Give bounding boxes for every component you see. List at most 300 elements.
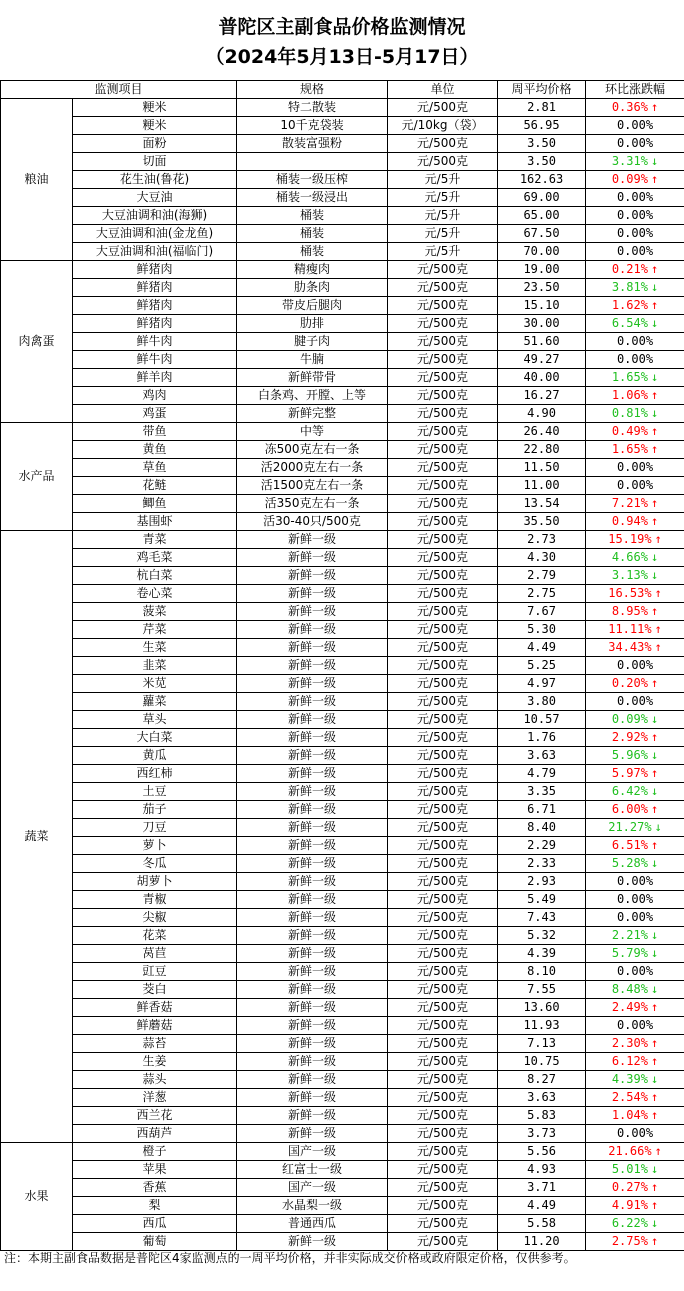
arrow-down-icon: ↓ [654, 820, 662, 834]
spec-cell: 肋条肉 [237, 279, 388, 297]
spec-cell: 新鲜一级 [237, 1053, 388, 1071]
change-value: 8.48% [611, 982, 648, 996]
item-cell: 鸡肉 [73, 387, 237, 405]
price-cell: 69.00 [498, 189, 586, 207]
spec-cell: 新鲜一级 [237, 1035, 388, 1053]
unit-cell: 元/500克 [388, 333, 498, 351]
price-cell: 3.50 [498, 153, 586, 171]
header-change: 环比涨跌幅 [586, 81, 684, 99]
table-row [1, 1053, 684, 1071]
change-value: 2.54% [611, 1090, 648, 1104]
item-cell: 鲜牛肉 [73, 351, 237, 369]
change-cell [586, 1125, 684, 1143]
unit-cell: 元/5升 [388, 207, 498, 225]
change-cell [586, 549, 684, 567]
change-cell [586, 603, 684, 621]
spec-cell: 新鲜一级 [237, 1017, 388, 1035]
item-cell: 鲜羊肉 [73, 369, 237, 387]
item-cell: 豇豆 [73, 963, 237, 981]
arrow-up-icon: ↑ [650, 1054, 659, 1068]
spec-cell: 国产一级 [237, 1179, 388, 1197]
change-value: 11.11% [608, 622, 652, 636]
spec-cell: 新鲜一级 [237, 963, 388, 981]
change-value: 0.00% [616, 460, 654, 474]
unit-cell: 元/500克 [388, 693, 498, 711]
change-cell [586, 477, 684, 495]
spec-cell: 新鲜一级 [237, 891, 388, 909]
change-value: 0.20% [611, 676, 648, 690]
arrow-down-icon: ↓ [650, 1216, 659, 1230]
category-cell: 肉禽蛋 [1, 261, 73, 423]
table-row [1, 117, 684, 135]
spec-cell: 活30-40只/500克 [237, 513, 388, 531]
arrow-up-icon: ↑ [650, 1198, 659, 1212]
price-cell: 3.80 [498, 693, 586, 711]
item-cell: 橙子 [73, 1143, 237, 1161]
change-value: 5.79% [611, 946, 648, 960]
spec-cell: 新鲜一级 [237, 783, 388, 801]
change-value: 6.12% [611, 1054, 648, 1068]
table-row [1, 297, 684, 315]
change-cell [586, 1197, 684, 1215]
price-cell: 2.79 [498, 567, 586, 585]
table-row [1, 333, 684, 351]
spec-cell: 新鲜一级 [237, 657, 388, 675]
change-cell [586, 1053, 684, 1071]
item-cell: 葡萄 [73, 1233, 237, 1251]
price-cell: 23.50 [498, 279, 586, 297]
table-row [1, 837, 684, 855]
price-cell: 3.50 [498, 135, 586, 153]
spec-cell: 肋排 [237, 315, 388, 333]
change-value: 16.53% [608, 586, 652, 600]
unit-cell: 元/500克 [388, 1035, 498, 1053]
arrow-up-icon: ↑ [654, 1144, 662, 1158]
price-cell: 2.93 [498, 873, 586, 891]
table-row [1, 1161, 684, 1179]
spec-cell: 新鲜一级 [237, 531, 388, 549]
item-cell: 黄鱼 [73, 441, 237, 459]
price-cell: 11.50 [498, 459, 586, 477]
change-cell [586, 261, 684, 279]
item-cell: 蘿菜 [73, 693, 237, 711]
price-cell: 1.76 [498, 729, 586, 747]
change-cell [586, 1035, 684, 1053]
item-cell: 粳米 [73, 99, 237, 117]
item-cell: 茭白 [73, 981, 237, 999]
spec-cell: 新鲜一级 [237, 567, 388, 585]
spec-cell: 新鲜一级 [237, 837, 388, 855]
price-cell: 5.32 [498, 927, 586, 945]
price-cell: 15.10 [498, 297, 586, 315]
spec-cell: 冻500克左右一条 [237, 441, 388, 459]
change-value: 2.30% [611, 1036, 648, 1050]
table-row [1, 945, 684, 963]
spec-cell: 活1500克左右一条 [237, 477, 388, 495]
table-row [1, 225, 684, 243]
unit-cell: 元/500克 [388, 657, 498, 675]
price-cell: 4.93 [498, 1161, 586, 1179]
table-row [1, 441, 684, 459]
arrow-down-icon: ↓ [650, 784, 659, 798]
spec-cell: 活2000克左右一条 [237, 459, 388, 477]
spec-cell: 桶装一级压榨 [237, 171, 388, 189]
price-cell: 4.49 [498, 639, 586, 657]
unit-cell: 元/500克 [388, 1143, 498, 1161]
table-row [1, 711, 684, 729]
arrow-down-icon: ↓ [650, 1162, 659, 1176]
spec-cell [237, 153, 388, 171]
unit-cell: 元/500克 [388, 711, 498, 729]
change-cell [586, 747, 684, 765]
unit-cell: 元/500克 [388, 441, 498, 459]
item-cell: 梨 [73, 1197, 237, 1215]
change-cell [586, 387, 684, 405]
arrow-up-icon: ↑ [650, 262, 659, 276]
price-cell: 7.55 [498, 981, 586, 999]
price-cell: 65.00 [498, 207, 586, 225]
unit-cell: 元/500克 [388, 135, 498, 153]
change-value: 4.66% [611, 550, 648, 564]
item-cell: 面粉 [73, 135, 237, 153]
table-row [1, 135, 684, 153]
unit-cell: 元/5升 [388, 189, 498, 207]
spec-cell: 新鲜一级 [237, 1107, 388, 1125]
change-cell [586, 891, 684, 909]
change-cell [586, 675, 684, 693]
change-value: 0.00% [616, 118, 654, 132]
unit-cell: 元/500克 [388, 1197, 498, 1215]
unit-cell: 元/500克 [388, 927, 498, 945]
arrow-up-icon: ↑ [654, 622, 662, 636]
change-cell [586, 459, 684, 477]
change-cell [586, 207, 684, 225]
unit-cell: 元/500克 [388, 981, 498, 999]
report-title [0, 0, 684, 80]
price-cell: 3.73 [498, 1125, 586, 1143]
arrow-up-icon: ↑ [650, 100, 659, 114]
table-row [1, 585, 684, 603]
table-row [1, 495, 684, 513]
unit-cell: 元/500克 [388, 405, 498, 423]
item-cell: 鲜猪肉 [73, 261, 237, 279]
arrow-down-icon: ↓ [650, 982, 659, 996]
change-cell [586, 1143, 684, 1161]
arrow-up-icon: ↑ [650, 388, 659, 402]
item-cell: 鸡蛋 [73, 405, 237, 423]
arrow-down-icon: ↓ [650, 550, 659, 564]
unit-cell: 元/500克 [388, 585, 498, 603]
table-row [1, 1197, 684, 1215]
unit-cell: 元/500克 [388, 783, 498, 801]
unit-cell: 元/500克 [388, 603, 498, 621]
unit-cell: 元/5升 [388, 225, 498, 243]
table-row [1, 243, 684, 261]
item-cell: 粳米 [73, 117, 237, 135]
header-avg-price: 周平均价格 [498, 81, 586, 99]
price-cell: 67.50 [498, 225, 586, 243]
table-row [1, 765, 684, 783]
change-value: 4.91% [611, 1198, 648, 1212]
item-cell: 杭白菜 [73, 567, 237, 585]
arrow-up-icon: ↑ [654, 640, 662, 654]
change-value: 21.27% [608, 820, 652, 834]
unit-cell: 元/500克 [388, 1053, 498, 1071]
arrow-up-icon: ↑ [650, 1108, 659, 1122]
price-cell: 19.00 [498, 261, 586, 279]
table-row [1, 999, 684, 1017]
spec-cell: 新鲜一级 [237, 729, 388, 747]
arrow-down-icon: ↓ [650, 154, 659, 168]
change-cell [586, 333, 684, 351]
spec-cell: 白条鸡、开膛、上等 [237, 387, 388, 405]
arrow-up-icon: ↑ [650, 604, 659, 618]
table-row [1, 1035, 684, 1053]
price-cell: 7.67 [498, 603, 586, 621]
change-cell [586, 513, 684, 531]
change-value: 21.66% [608, 1144, 652, 1158]
table-row [1, 891, 684, 909]
change-value: 0.00% [616, 208, 654, 222]
item-cell: 尖椒 [73, 909, 237, 927]
spec-cell: 新鲜一级 [237, 765, 388, 783]
change-value: 4.39% [611, 1072, 648, 1086]
item-cell: 萝卜 [73, 837, 237, 855]
item-cell: 鲜猪肉 [73, 315, 237, 333]
item-cell: 草头 [73, 711, 237, 729]
table-row [1, 783, 684, 801]
arrow-down-icon: ↓ [650, 406, 659, 420]
table-row [1, 855, 684, 873]
arrow-up-icon: ↑ [650, 766, 659, 780]
change-value: 0.00% [616, 964, 654, 978]
change-value: 0.00% [616, 874, 654, 888]
change-value: 0.00% [616, 910, 654, 924]
item-cell: 花菜 [73, 927, 237, 945]
item-cell: 西葫芦 [73, 1125, 237, 1143]
item-cell: 蒜苔 [73, 1035, 237, 1053]
item-cell: 切面 [73, 153, 237, 171]
table-row [1, 927, 684, 945]
table-row [1, 1089, 684, 1107]
change-value: 0.00% [616, 190, 654, 204]
change-value: 6.54% [611, 316, 648, 330]
change-value: 0.49% [611, 424, 648, 438]
spec-cell: 桶装 [237, 207, 388, 225]
table-row [1, 603, 684, 621]
unit-cell: 元/500克 [388, 765, 498, 783]
change-value: 3.31% [611, 154, 648, 168]
arrow-up-icon: ↑ [650, 1090, 659, 1104]
spec-cell: 新鲜一级 [237, 711, 388, 729]
spec-cell: 新鲜一级 [237, 855, 388, 873]
title-main: 普陀区主副食品价格监测情况 [218, 16, 466, 38]
price-cell: 5.25 [498, 657, 586, 675]
change-value: 8.95% [611, 604, 648, 618]
spec-cell: 新鲜一级 [237, 693, 388, 711]
change-cell [586, 783, 684, 801]
price-cell: 10.57 [498, 711, 586, 729]
arrow-up-icon: ↑ [654, 586, 662, 600]
change-value: 0.81% [611, 406, 648, 420]
change-value: 0.36% [611, 100, 648, 114]
table-row [1, 729, 684, 747]
price-cell: 40.00 [498, 369, 586, 387]
item-cell: 鲫鱼 [73, 495, 237, 513]
table-row [1, 873, 684, 891]
category-cell: 粮油 [1, 99, 73, 261]
footnote: 注：本期主副食品数据是普陀区4家监测点的一周平均价格，并非实际成交价格或政府限定价格，仅供参考。 [4, 1251, 576, 1265]
unit-cell: 元/500克 [388, 153, 498, 171]
arrow-up-icon: ↑ [650, 442, 659, 456]
unit-cell: 元/500克 [388, 459, 498, 477]
arrow-down-icon: ↓ [650, 370, 659, 384]
arrow-up-icon: ↑ [650, 730, 659, 744]
unit-cell: 元/500克 [388, 945, 498, 963]
item-cell: 冬瓜 [73, 855, 237, 873]
price-cell: 70.00 [498, 243, 586, 261]
change-value: 0.00% [616, 478, 654, 492]
change-cell [586, 1089, 684, 1107]
price-cell: 5.56 [498, 1143, 586, 1161]
spec-cell: 新鲜一级 [237, 999, 388, 1017]
change-value: 0.21% [611, 262, 648, 276]
change-value: 0.00% [616, 658, 654, 672]
change-cell [586, 1215, 684, 1233]
change-cell [586, 1107, 684, 1125]
change-cell [586, 297, 684, 315]
item-cell: 花鲢 [73, 477, 237, 495]
price-cell: 3.71 [498, 1179, 586, 1197]
arrow-up-icon: ↑ [650, 514, 659, 528]
spec-cell: 新鲜一级 [237, 585, 388, 603]
arrow-down-icon: ↓ [650, 712, 659, 726]
arrow-up-icon: ↑ [650, 676, 659, 690]
price-cell: 2.73 [498, 531, 586, 549]
item-cell: 芹菜 [73, 621, 237, 639]
spec-cell: 新鲜一级 [237, 981, 388, 999]
table-row [1, 639, 684, 657]
table-row [1, 351, 684, 369]
change-cell [586, 585, 684, 603]
price-cell: 11.00 [498, 477, 586, 495]
change-cell [586, 963, 684, 981]
spec-cell: 新鲜一级 [237, 1125, 388, 1143]
price-cell: 2.81 [498, 99, 586, 117]
change-cell [586, 135, 684, 153]
unit-cell: 元/500克 [388, 1161, 498, 1179]
table-row [1, 369, 684, 387]
spec-cell: 新鲜一级 [237, 927, 388, 945]
change-cell [586, 819, 684, 837]
table-row [1, 819, 684, 837]
change-value: 1.65% [611, 442, 648, 456]
table-row [1, 1125, 684, 1143]
change-value: 0.00% [616, 244, 654, 258]
price-cell: 3.63 [498, 747, 586, 765]
item-cell: 鲜蘑菇 [73, 1017, 237, 1035]
spec-cell: 特二散装 [237, 99, 388, 117]
table-row [1, 981, 684, 999]
price-cell: 4.39 [498, 945, 586, 963]
change-cell [586, 153, 684, 171]
change-cell [586, 495, 684, 513]
spec-cell: 新鲜带骨 [237, 369, 388, 387]
item-cell: 生菜 [73, 639, 237, 657]
unit-cell: 元/500克 [388, 1017, 498, 1035]
price-cell: 13.54 [498, 495, 586, 513]
change-cell [586, 423, 684, 441]
change-cell [586, 801, 684, 819]
price-cell: 3.35 [498, 783, 586, 801]
item-cell: 花生油(鲁花) [73, 171, 237, 189]
change-cell [586, 711, 684, 729]
arrow-up-icon: ↑ [650, 1234, 659, 1248]
item-cell: 鲜猪肉 [73, 279, 237, 297]
spec-cell: 新鲜一级 [237, 639, 388, 657]
item-cell: 茄子 [73, 801, 237, 819]
price-cell: 11.93 [498, 1017, 586, 1035]
arrow-down-icon: ↓ [650, 928, 659, 942]
table-header-row [1, 81, 684, 99]
unit-cell: 元/500克 [388, 639, 498, 657]
item-cell: 胡萝卜 [73, 873, 237, 891]
change-value: 0.27% [611, 1180, 648, 1194]
table-row [1, 153, 684, 171]
change-value: 34.43% [608, 640, 652, 654]
price-cell: 51.60 [498, 333, 586, 351]
price-cell: 5.58 [498, 1215, 586, 1233]
item-cell: 青椒 [73, 891, 237, 909]
item-cell: 基围虾 [73, 513, 237, 531]
unit-cell: 元/500克 [388, 855, 498, 873]
spec-cell: 腱子肉 [237, 333, 388, 351]
change-value: 0.00% [616, 694, 654, 708]
price-cell: 4.97 [498, 675, 586, 693]
table-row [1, 279, 684, 297]
price-cell: 56.95 [498, 117, 586, 135]
item-cell: 生姜 [73, 1053, 237, 1071]
table-row [1, 675, 684, 693]
change-cell [586, 639, 684, 657]
item-cell: 西兰花 [73, 1107, 237, 1125]
unit-cell: 元/500克 [388, 531, 498, 549]
unit-cell: 元/500克 [388, 567, 498, 585]
price-cell: 6.71 [498, 801, 586, 819]
table-row [1, 1215, 684, 1233]
table-row [1, 693, 684, 711]
item-cell: 大豆油调和油(金龙鱼) [73, 225, 237, 243]
spec-cell: 新鲜一级 [237, 621, 388, 639]
arrow-up-icon: ↑ [650, 1000, 659, 1014]
price-cell: 5.30 [498, 621, 586, 639]
table-row [1, 189, 684, 207]
change-cell [586, 189, 684, 207]
spec-cell: 新鲜一级 [237, 1233, 388, 1251]
unit-cell: 元/500克 [388, 477, 498, 495]
table-row [1, 171, 684, 189]
spec-cell: 新鲜一级 [237, 1089, 388, 1107]
change-value: 0.00% [616, 352, 654, 366]
price-table-body [1, 81, 684, 1251]
unit-cell: 元/500克 [388, 963, 498, 981]
change-cell [586, 567, 684, 585]
unit-cell: 元/5升 [388, 243, 498, 261]
change-cell [586, 1017, 684, 1035]
spec-cell: 散装富强粉 [237, 135, 388, 153]
spec-cell: 新鲜一级 [237, 675, 388, 693]
unit-cell: 元/500克 [388, 819, 498, 837]
